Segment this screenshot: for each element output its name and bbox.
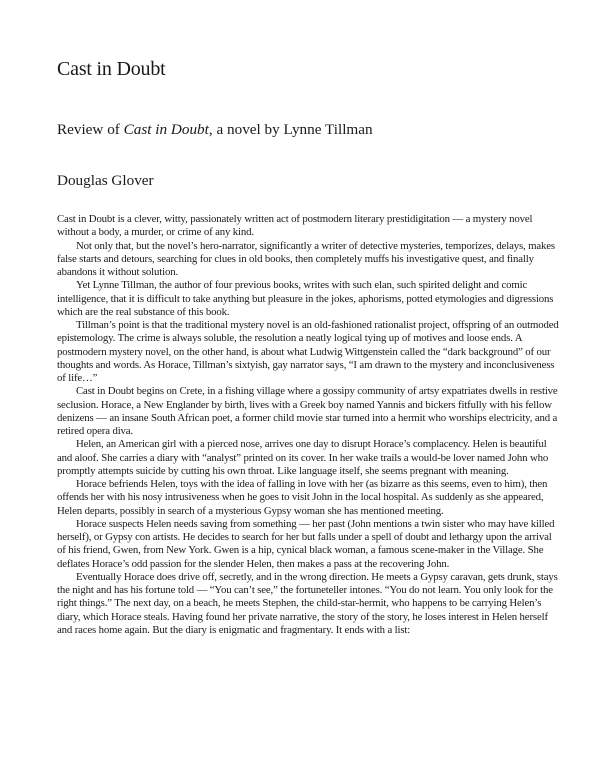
paragraph: Eventually Horace does drive off, secretly, and in the wrong direction. He meets a Gypsy caravan, gets drunk, stays the night and has his fortune told — “You can’t see,” the fortuneteller intones. “You do not learn. You only look for the right things.” The next day, on a beach, he meets Stephen, the child-star-hermit, who happens to be carrying Helen’s diary, which Horace steals. Having found her private narrative, the story of the story, he loses interest in Helen herself and races home again. But the diary is enigmatic and fragmentary. It ends with a list:	[57, 570, 558, 636]
paragraph: Horace befriends Helen, toys with the idea of falling in love with her (as bizarre as this seems, even to him), then offends her with his nosy intrusiveness when he goes to visit John in the local hospital. As suddenly as she appeared, Helen departs, possibly in search of a mysterious Gypsy woman she has mentioned meeting.	[57, 478, 548, 517]
paragraph: Yet Lynne Tillman, the author of four previous books, writes with such elan, such spirited delight and comic intelligence, that it is difficult to take anything but pleasure in the jokes, aphorisms, potted etymologies and digressions which are the real substance of this book.	[57, 279, 554, 318]
review-subtitle	[57, 121, 373, 139]
subtitle-suffix: , a novel by Lynne Tillman	[208, 121, 373, 138]
subtitle-book-title: Cast in Doubt	[123, 121, 209, 138]
paragraph: Not only that, but the novel’s hero-narrator, significantly a writer of detective mysteries, temporizes, delays, makes false starts and detours, searching for clues in old books, then completely muffs his investigative quest, and finally abandons it without solution.	[57, 239, 555, 278]
paragraph: Horace suspects Helen needs saving from something — her past (John mentions a twin sister who may have killed herself), or Gypsy con artists. He decides to search for her but falls under a spell of doubt and lethargy upon the arrival of his friend, Gwen, from New York. Gwen is a hip, cynical black woman, a famous scene-maker in the Village. She deflates Horace’s odd passion for the slender Helen, then makes a pass at the recovering John.	[57, 517, 555, 570]
paragraph: Cast in Doubt begins on Crete, in a fishing village where a gossipy community of artsy expatriates dwells in restive seclusion. Horace, a New Englander by birth, lives with a Greek boy named Yannis and bickers fitfully with his fellow denizens — an insane South African poet, a former child movie star turned into a hermit who worships electricity, and a retired opera diva.	[57, 385, 558, 437]
subtitle-prefix: Review of	[57, 121, 124, 138]
document-title: Cast in Doubt	[57, 58, 166, 80]
paragraph: Helen, an American girl with a pierced nose, arrives one day to disrupt Horace’s complacency. Helen is beautiful and aloof. She carries a diary with “analyst” printed on its cover. In her wake trails a would-be lover named John who promptly attempts suicide by cutting his own throat. Like language itself, she seems pregnant with meaning.	[57, 438, 549, 477]
author-name: Douglas Glover	[57, 172, 154, 189]
paragraph: Cast in Doubt is a clever, witty, passionately written act of postmodern literary prestidigitation — a mystery novel without a body, a murder, or crime of any kind.	[57, 213, 533, 239]
paragraph: Tillman’s point is that the traditional mystery novel is an old-fashioned rationalist project, offspring of an outmoded epistemology. The crime is always soluble, the resolution a neatly logical tying up of motives and loose ends. A postmodern mystery novel, on the other hand, is about what Ludwig Wittgenstein called the “dark background” of our thoughts and words. As Horace, Tillman’s sixtyish, gay narrator says, “I am drawn to the mystery and inconclusiveness of life…”	[57, 319, 559, 384]
article-body	[57, 213, 562, 637]
